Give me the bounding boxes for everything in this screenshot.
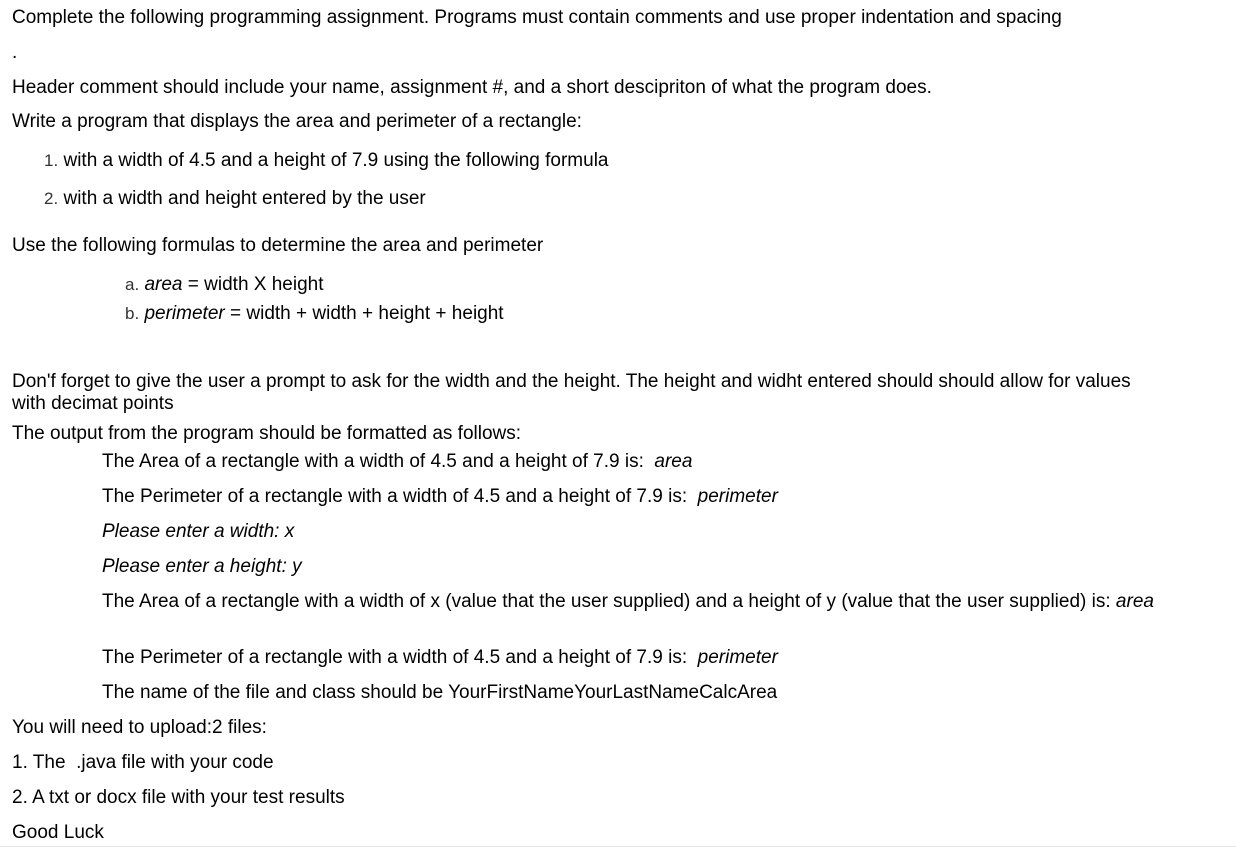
output-text: The Perimeter of a rectangle with a width of 4.5 and a height of 7.9 is: xyxy=(102,647,698,668)
prompt-note: Don'f forget to give the user a prompt to ask for the width and the height. The height and widht entered should should allow for values with decimat points xyxy=(12,371,1131,414)
output-line-enter-height: Please enter a height: y xyxy=(102,556,302,577)
output-variable: perimeter xyxy=(697,486,778,507)
output-line-file-name: The name of the file and class should be YourFirstNameYourLastNameCalcArea xyxy=(102,682,778,703)
formulas-heading: Use the following formulas to determine the area and perimeter xyxy=(12,235,544,256)
program-description: Write a program that displays the area and perimeter of a rectangle: xyxy=(12,111,582,132)
intro-line: Complete the following programming assignment. Programs must contain comments and use proper indentation and spacing xyxy=(12,7,1062,28)
output-variable: area xyxy=(1115,591,1154,612)
stray-period: . xyxy=(12,42,18,63)
formula-marker: b. xyxy=(125,304,140,323)
output-line-area-fixed xyxy=(102,451,692,473)
output-heading: The output from the program should be formatted as follows: xyxy=(12,423,522,444)
output-line-enter-width: Please enter a width: x xyxy=(102,521,295,542)
formula-item xyxy=(125,274,324,296)
task-marker: 2. xyxy=(44,189,59,208)
closing: Good Luck xyxy=(12,822,104,843)
output-line-area-user xyxy=(102,591,1162,613)
formula-marker: a. xyxy=(125,275,140,294)
formula-expression: = width + width + height + height xyxy=(224,303,504,324)
output-text: The Area of a rectangle with a width of x (value that the user supplied) and a height of y (value that the user supplied) is: xyxy=(102,591,1116,612)
output-text: The Area of a rectangle with a width of 4.5 and a height of 7.9 is: xyxy=(102,451,655,472)
bottom-divider xyxy=(0,846,1236,847)
header-comment-instruction: Header comment should include your name, assignment #, and a short descipriton of what the program does. xyxy=(12,77,932,98)
task-text: with a width of 4.5 and a height of 7.9 using the following formula xyxy=(63,150,609,171)
task-item xyxy=(44,150,608,172)
formula-term: perimeter xyxy=(144,303,225,324)
task-marker: 1. xyxy=(44,151,59,170)
formula-expression: = width X height xyxy=(182,274,324,295)
output-line-perimeter-fixed xyxy=(102,486,778,508)
formula-term: area xyxy=(144,274,183,295)
upload-item: 2. A txt or docx file with your test results xyxy=(12,787,345,808)
output-line-perimeter-user xyxy=(102,647,778,669)
task-text: with a width and height entered by the user xyxy=(63,188,426,209)
task-item xyxy=(44,188,426,210)
upload-item: 1. The .java file with your code xyxy=(12,752,274,773)
formula-item xyxy=(125,303,504,325)
output-variable: perimeter xyxy=(697,647,778,668)
upload-heading: You will need to upload:2 files: xyxy=(12,717,267,738)
output-text: The Perimeter of a rectangle with a width of 4.5 and a height of 7.9 is: xyxy=(102,486,698,507)
output-variable: area xyxy=(654,451,693,472)
